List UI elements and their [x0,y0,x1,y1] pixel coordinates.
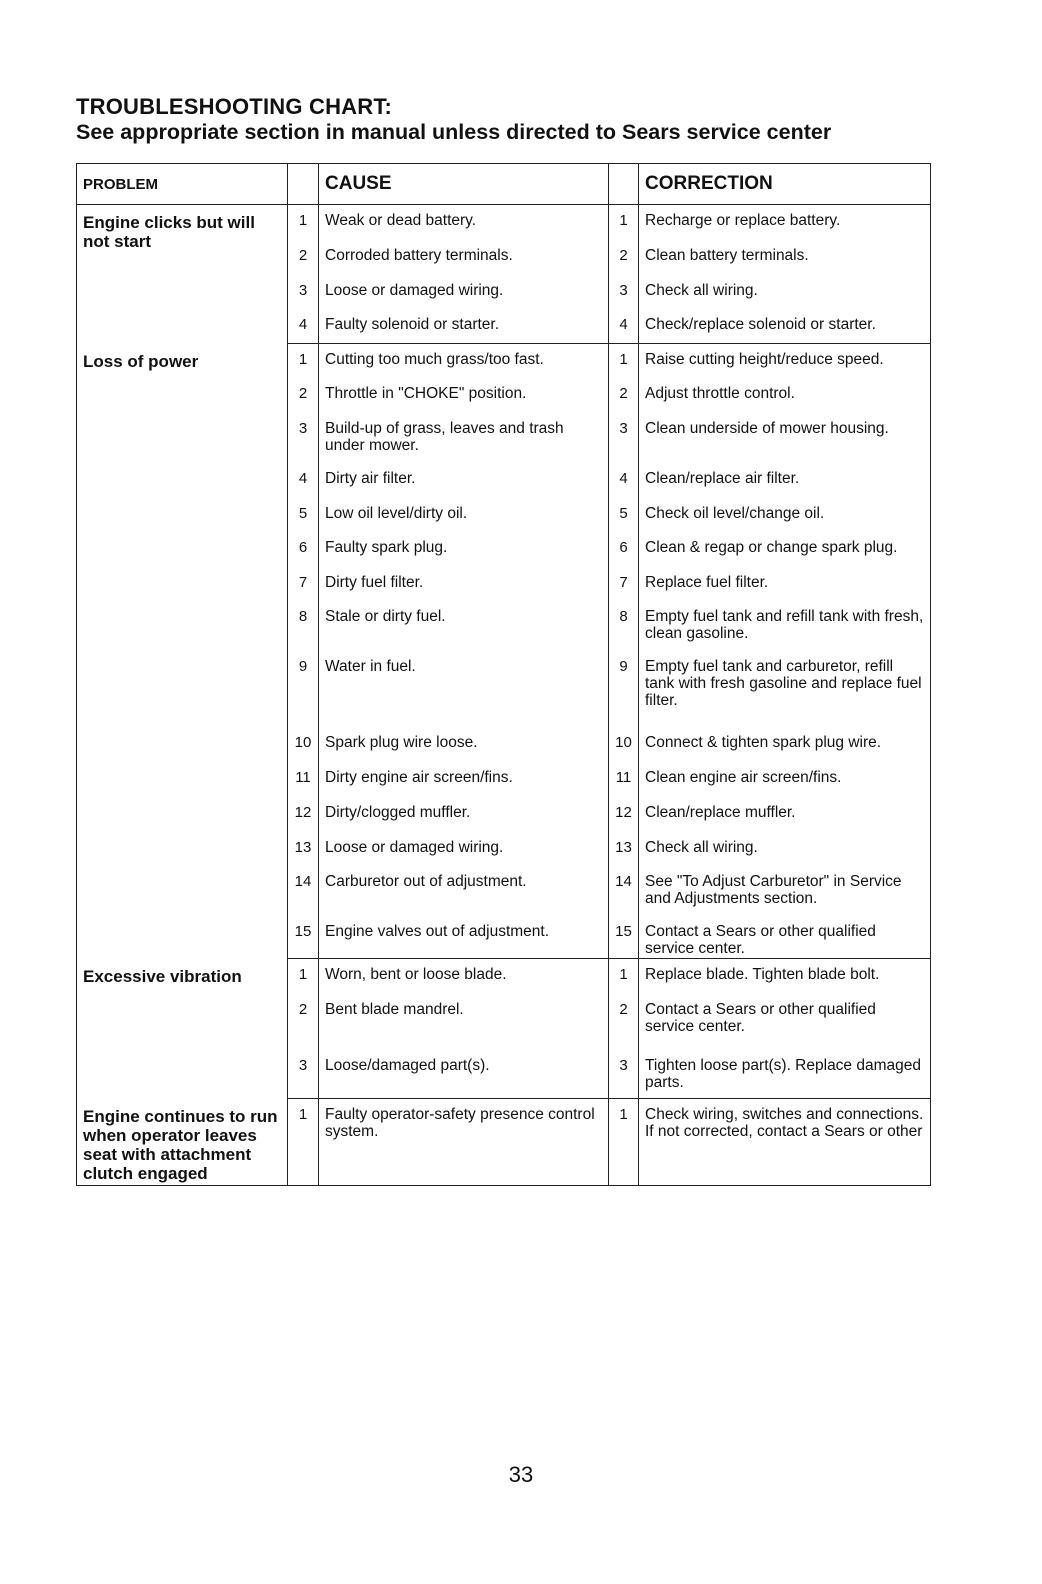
cause-cell: Spark plug wire loose. [319,727,609,762]
problem-cell: Excessive vibration [77,959,288,1099]
cause-number: 8 [288,601,319,651]
correction-cell: Empty fuel tank and carburetor, refill tank with fresh gasoline and replace fuel filter. [639,651,931,727]
correction-cell: Tighten loose part(s). Replace damaged parts. [639,1050,931,1099]
correction-number: 13 [609,832,639,866]
cause-cell: Bent blade mandrel. [319,994,609,1050]
cause-number: 11 [288,762,319,797]
cause-number: 2 [288,240,319,275]
cause-cell: Cutting too much grass/too fast. [319,344,609,378]
cause-cell: Faulty operator-safety presence control system. [319,1099,609,1186]
correction-number: 14 [609,866,639,916]
cause-number: 14 [288,866,319,916]
cause-number: 3 [288,275,319,309]
table-row [77,205,931,240]
correction-number: 7 [609,567,639,601]
chart-subtitle: See appropriate section in manual unless directed to Sears service center [76,120,832,144]
cause-cell: Dirty air filter. [319,463,609,498]
correction-cell: Check/replace solenoid or starter. [639,309,931,344]
correction-cell: Connect & tighten spark plug wire. [639,727,931,762]
correction-cell: Clean battery terminals. [639,240,931,275]
correction-number: 9 [609,651,639,727]
correction-cell: Clean/replace muffler. [639,797,931,832]
table-row [77,1099,931,1186]
correction-cell: Check all wiring. [639,832,931,866]
cause-number: 4 [288,309,319,344]
page-number: 33 [508,1462,534,1487]
correction-number: 2 [609,994,639,1050]
column-header-problem: PROBLEM [77,164,288,205]
column-header-cause-num [288,164,319,205]
table-row [77,344,931,378]
column-header-correction-num [609,164,639,205]
cause-number: 2 [288,994,319,1050]
cause-cell: Build-up of grass, leaves and trash under mower. [319,413,609,463]
cause-cell: Stale or dirty fuel. [319,601,609,651]
table-row [77,959,931,994]
correction-number: 10 [609,727,639,762]
cause-cell: Low oil level/dirty oil. [319,498,609,532]
cause-cell: Dirty engine air screen/fins. [319,762,609,797]
correction-cell: Contact a Sears or other qualified service center. [639,994,931,1050]
cause-cell: Corroded battery terminals. [319,240,609,275]
correction-cell: Replace blade. Tighten blade bolt. [639,959,931,994]
cause-cell: Faulty spark plug. [319,532,609,567]
cause-number: 3 [288,1050,319,1099]
correction-cell: Clean/replace air filter. [639,463,931,498]
correction-cell: Clean & regap or change spark plug. [639,532,931,567]
cause-cell: Loose or damaged wiring. [319,275,609,309]
correction-cell: Raise cutting height/reduce speed. [639,344,931,378]
cause-cell: Carburetor out of adjustment. [319,866,609,916]
correction-cell: Check wiring, switches and connections. If not corrected, contact a Sears or other [639,1099,931,1186]
cause-number: 1 [288,1099,319,1186]
cause-number: 1 [288,205,319,240]
problem-cell: Engine continues to run when operator leaves seat with attachment clutch engaged [77,1099,288,1186]
cause-cell: Throttle in "CHOKE" position. [319,378,609,413]
cause-cell: Dirty/clogged muffler. [319,797,609,832]
table-header-row [77,164,931,205]
cause-number: 6 [288,532,319,567]
correction-number: 1 [609,1099,639,1186]
cause-cell: Loose or damaged wiring. [319,832,609,866]
correction-number: 4 [609,309,639,344]
correction-cell: Empty fuel tank and refill tank with fresh, clean gasoline. [639,601,931,651]
correction-number: 12 [609,797,639,832]
cause-number: 5 [288,498,319,532]
correction-number: 11 [609,762,639,797]
column-header-cause: CAUSE [319,164,609,205]
chart-title: TROUBLESHOOTING CHART: [76,94,393,119]
cause-number: 1 [288,959,319,994]
correction-number: 2 [609,378,639,413]
correction-number: 15 [609,916,639,959]
troubleshooting-table [76,163,931,1186]
correction-cell: See "To Adjust Carburetor" in Service and Adjustments section. [639,866,931,916]
cause-number: 13 [288,832,319,866]
correction-number: 8 [609,601,639,651]
cause-cell: Worn, bent or loose blade. [319,959,609,994]
cause-number: 1 [288,344,319,378]
correction-cell: Replace fuel filter. [639,567,931,601]
correction-number: 1 [609,205,639,240]
cause-cell: Engine valves out of adjustment. [319,916,609,959]
cause-number: 3 [288,413,319,463]
correction-number: 2 [609,240,639,275]
cause-number: 9 [288,651,319,727]
table-body [77,205,931,1186]
correction-number: 4 [609,463,639,498]
correction-cell: Clean underside of mower housing. [639,413,931,463]
column-header-correction: CORRECTION [639,164,931,205]
correction-cell: Check all wiring. [639,275,931,309]
correction-number: 3 [609,413,639,463]
cause-cell: Water in fuel. [319,651,609,727]
cause-cell: Loose/damaged part(s). [319,1050,609,1099]
cause-number: 4 [288,463,319,498]
correction-cell: Recharge or replace battery. [639,205,931,240]
cause-number: 12 [288,797,319,832]
correction-number: 3 [609,275,639,309]
correction-number: 1 [609,959,639,994]
correction-number: 1 [609,344,639,378]
cause-number: 7 [288,567,319,601]
cause-number: 10 [288,727,319,762]
cause-cell: Dirty fuel filter. [319,567,609,601]
problem-cell: Engine clicks but will not start [77,205,288,344]
cause-number: 15 [288,916,319,959]
cause-cell: Faulty solenoid or starter. [319,309,609,344]
correction-cell: Adjust throttle control. [639,378,931,413]
correction-number: 3 [609,1050,639,1099]
correction-number: 6 [609,532,639,567]
correction-cell: Clean engine air screen/fins. [639,762,931,797]
correction-number: 5 [609,498,639,532]
cause-number: 2 [288,378,319,413]
correction-cell: Check oil level/change oil. [639,498,931,532]
problem-cell: Loss of power [77,344,288,959]
correction-cell: Contact a Sears or other qualified service center. [639,916,931,959]
cause-cell: Weak or dead battery. [319,205,609,240]
